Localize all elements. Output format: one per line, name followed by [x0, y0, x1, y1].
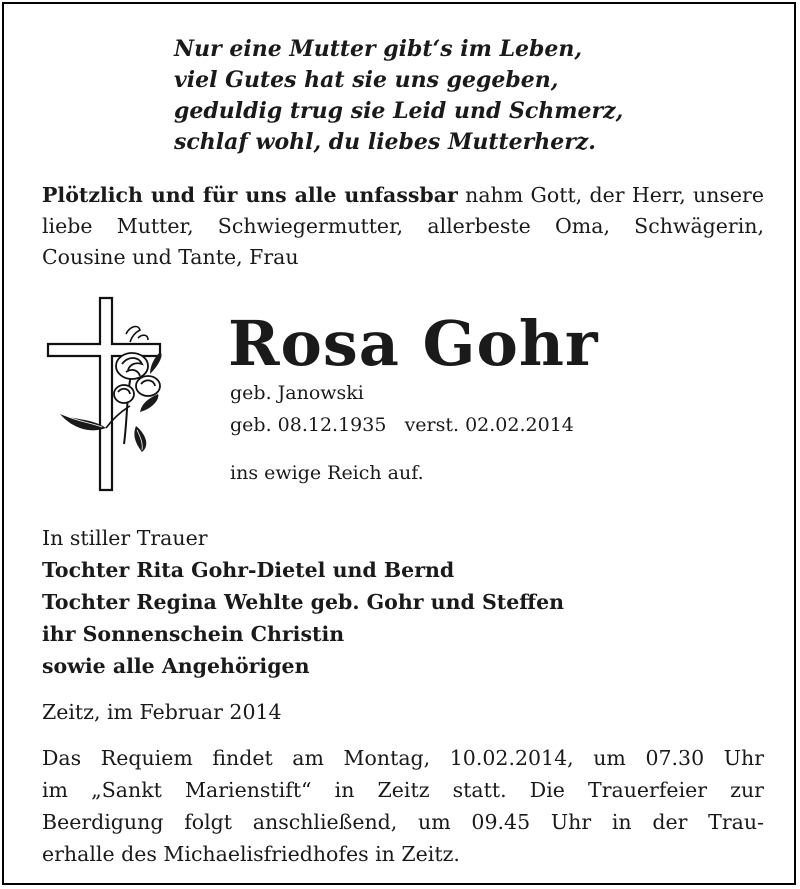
mourners-heading: In stiller Trauer [42, 526, 208, 550]
obituary-frame [2, 2, 796, 885]
closing-line-4: erhalle des Michaelisfriedhofes in Zeitz. [42, 842, 460, 866]
poem-line-3: geduldig trug sie Leid und Schmerz, [174, 98, 624, 124]
poem-line-1: Nur eine Mutter gibt‘s im Leben, [174, 36, 583, 62]
mourner-3: ihr Sonnenschein Christin [42, 622, 345, 646]
birth-date: geb. 08.12.1935 [230, 414, 387, 436]
closing-paragraph [42, 742, 764, 870]
intro-text: nahm Gott, der Herr, unsere liebe Mutter, Schwiegermutter, allerbeste Oma, Schwägerin, Cousine und Tante, Frau [42, 183, 764, 269]
mourner-4: sowie alle Angehörigen [42, 654, 310, 678]
closing-line-2: im „Sankt Marienstift“ in Zeitz statt. Die Trauerfeier zur [42, 778, 764, 802]
mourner-2: Tochter Regina Wehlte geb. Gohr und Steffen [42, 590, 565, 614]
cross-with-rose-icon [42, 294, 170, 494]
poem-line-4: schlaf wohl, du liebes Mutterherz. [174, 129, 596, 155]
maiden-name: geb. Janowski [230, 382, 364, 404]
death-date: verst. 02.02.2014 [404, 414, 574, 436]
life-dates [230, 414, 574, 436]
closing-line-3: Beerdigung folgt anschließend, um 09.45 Uhr in der Trau- [42, 810, 764, 834]
intro-paragraph [42, 180, 764, 273]
poem-line-2: viel Gutes hat sie uns gegeben, [174, 67, 559, 93]
deceased-name: Rosa Gohr [228, 307, 599, 380]
mourners [42, 522, 564, 682]
poem [174, 34, 623, 158]
intro-bold: Plötzlich und für uns alle unfassbar [42, 183, 458, 207]
afterword: ins ewige Reich auf. [230, 462, 424, 484]
mourner-1: Tochter Rita Gohr-Dietel und Bernd [42, 558, 455, 582]
place-date: Zeitz, im Februar 2014 [42, 700, 282, 724]
closing-line-1: Das Requiem findet am Montag, 10.02.2014, um 07.30 Uhr [42, 746, 764, 770]
